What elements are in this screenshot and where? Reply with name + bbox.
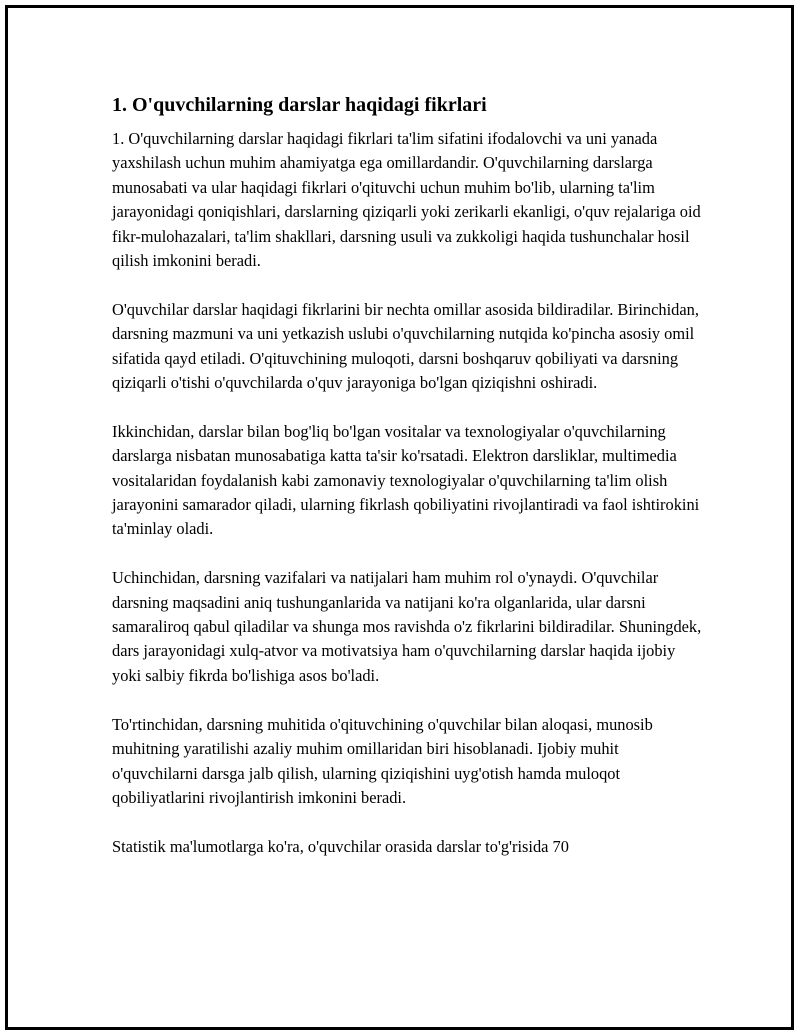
document-body bbox=[112, 92, 702, 884]
paragraph-4: Uchinchidan, darsning vazifalari va natijalari ham muhim rol o'ynaydi. O'quvchilar darsning maqsadini aniq tushunganlarida va natijani ko'ra olganlarida, ular darsni samaraliroq qabul qiladilar va shunga mos ravishda o'z fikrlarini bildiradilar. Shuningdek, dars jarayonidagi xulq-atvor va motivatsiya ham o'quvchilarning darslar haqida ijobiy yoki salbiy fikrda bo'lishiga asos bo'ladi. bbox=[112, 568, 702, 685]
paragraph-6: Statistik ma'lumotlarga ko'ra, o'quvchilar orasida darslar to'g'risida 70 bbox=[112, 836, 569, 856]
paragraph-2: O'quvchilar darslar haqidagi fikrlarini bir nechta omillar asosida bildiradilar. Birinchidan, darsning mazmuni va uni yetkazish uslubi o'quvchilarning nutqida ko'pincha asosiy omil sifatida qayd etiladi. O'qituvchining muloqoti, darsni boshqaruv qobiliyati va darsning qiziqarli o'tishi o'quvchilarda o'quv jarayoniga bo'lgan qiziqishni oshiradi. bbox=[112, 299, 699, 393]
paragraph-5: To'rtinchidan, darsning muhitida o'qituvchining o'quvchilar bilan aloqasi, munosib muhitning yaratilishi azaliy muhim omillaridan biri hisoblanadi. Ijobiy muhit o'quvchilarni darsga jalb qilish, ularning qiziqishini uyg'otish hamda muloqot qobiliyatlarini rivojlantirish imkonini beradi. bbox=[112, 714, 653, 807]
document-title: 1. O'quvchilarning darslar haqidagi fikrlari bbox=[112, 94, 487, 116]
paragraph-3: Ikkinchidan, darslar bilan bog'liq bo'lgan vositalar va texnologiyalar o'quvchilarning darslarga nisbatan munosabatiga katta ta'sir ko'rsatadi. Elektron darsliklar, multimedia vositalaridan foydalanish kabi zamonaviy texnologiyalar o'quvchilarning ta'lim olish jarayonini samarador qiladi, ularning fikrlash qobiliyatini rivojlantiradi va faol ishtirokini ta'minlay oladi. bbox=[112, 421, 700, 539]
paragraph-1: 1. O'quvchilarning darslar haqidagi fikrlari ta'lim sifatini ifodalovchi va uni yanada yaxshilash uchun muhim ahamiyatga ega omillardandir. O'quvchilarning darslarga munosabati va ular haqidagi fikrlari o'qituvchi uchun muhim bo'lib, ularning ta'lim jarayonidagi qoniqishlari, darslarning qiziqarli yoki zerikarli ekanligi, o'quv rejalariga oid fikr-mulohazalari, ta'lim shakllari, darsning usuli va zukkoligi haqida tushunchalar hosil qilish imkonini beradi. bbox=[112, 129, 701, 271]
